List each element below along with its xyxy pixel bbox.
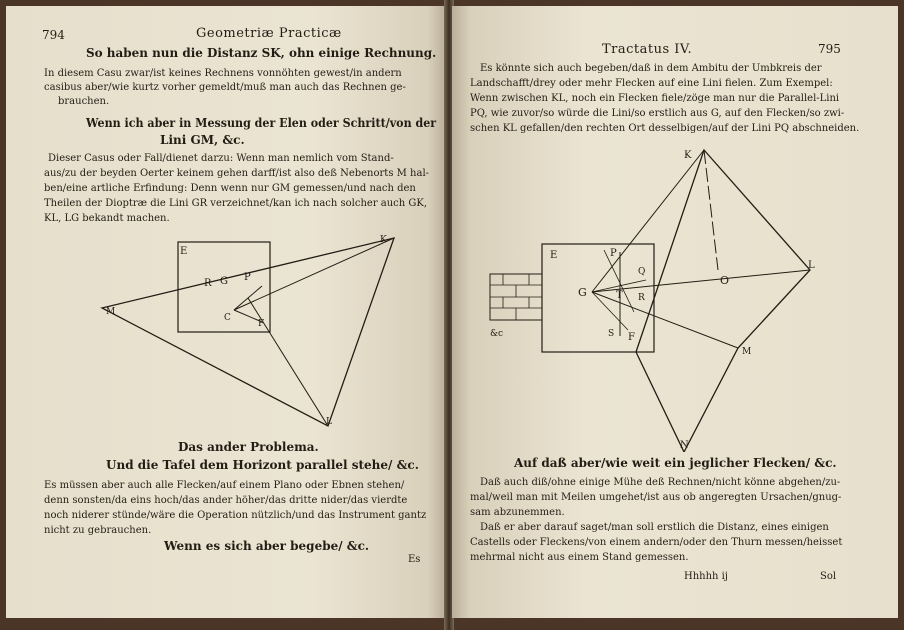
left-heading-4: Und die Tafel dem Horizont parallel stehe/ &c. (106, 458, 419, 472)
right-figure-label-f: F (628, 332, 635, 343)
left-para3-line-3: noch niderer stünde/wäre die Operation nützlich/und das Instrument gantz (44, 510, 427, 521)
left-para3-line-1: Es müssen aber auch alle Flecken/auf einem Plano oder Ebnen stehen/ (44, 480, 405, 491)
left-para3-line-4: nicht zu gebrauchen. (44, 525, 152, 536)
left-para2-line-2: aus/zu der beyden Oerter keinem gehen darff/ist also deß Nebenorts M hal- (44, 168, 430, 179)
right-figure-label-etc: &c (490, 329, 504, 339)
left-para3-line-2: denn sonsten/da eins hoch/das ander höher/das dritte nider/das vierdte (44, 495, 408, 506)
right-heading-1: Auf daß aber/wie weit ein jeglicher Flecken/ &c. (514, 456, 837, 470)
left-para1-line-1: In diesem Casu zwar/ist keines Rechnens vonnöhten gewest/in andern (44, 68, 402, 79)
left-para1-line-2: casibus aber/wie kurtz vorher gemeldt/muß man auch das Rechnen ge- (44, 82, 406, 93)
left-page (6, 6, 446, 618)
left-figure-label-c: C (224, 313, 231, 323)
right-para2-line-4: Daß er aber darauf saget/man soll erstlich die Distanz, eines einigen (480, 522, 829, 533)
right-figure-wall (490, 274, 542, 320)
left-heading-2a: Wenn ich aber in Messung der Elen oder Schritt/von der (86, 116, 437, 130)
right-running-head: Tractatus IV. (602, 42, 693, 57)
right-figure-label-r: R (638, 293, 645, 303)
right-figure-line-kg (592, 150, 704, 292)
right-figure-line-gm (592, 292, 738, 348)
right-para1-line-3: Wenn zwischen KL, noch ein Flecken fiele/zöge man nur die Parallel-Lini (470, 93, 840, 104)
right-para1-line-2: Landschafft/drey oder mehr Flecken auf eine Lini fielen. Zum Exempel: (470, 78, 833, 89)
left-figure-line-kg (234, 238, 394, 310)
right-page (452, 6, 898, 618)
left-para2-line-5: KL, LG bekandt machen. (44, 213, 170, 224)
right-figure-label-s: S (608, 329, 615, 339)
right-para1-line-5: schen KL gefallen/den rechten Ort desselbigen/auf der Lini PQ abschneiden. (470, 123, 860, 134)
right-para2-line-1: Daß auch diß/ohne einige Mühe deß Rechnen/nicht könne abgehen/zu- (480, 477, 841, 488)
left-catchword: Es (408, 554, 421, 565)
right-figure-line-ko (704, 150, 718, 270)
left-figure-label-r: R (204, 278, 212, 289)
left-para2-line-1: Dieser Casus oder Fall/dienet darzu: Wenn man nemlich vom Stand- (48, 153, 394, 164)
right-para2-line-5: Castells oder Fleckens/von einem andern/oder den Thurn messen/heisset (470, 537, 843, 548)
right-para1-line-1: Es könnte sich auch begeben/daß in dem Ambitu der Umbkreis der (480, 63, 822, 74)
right-figure-label-l: L (808, 260, 815, 271)
right-figure-label-q: Q (638, 267, 646, 277)
right-para2-line-6: mehrmal nicht aus einem Stand gemessen. (470, 552, 689, 563)
left-page-number: 794 (42, 28, 65, 42)
left-geometric-figure (86, 230, 406, 440)
left-heading-5: Wenn es sich aber begebe/ &c. (164, 539, 370, 553)
left-para2-line-4: Theilen der Dioptræ die Lini GR verzeichnet/kan ich nach solcher auch GK, (44, 198, 428, 209)
left-running-head: Geometriæ Practicæ (196, 26, 342, 41)
left-figure-line-gl (248, 298, 328, 426)
right-figure-line-gl (592, 270, 810, 292)
right-figure-label-o: O (720, 274, 730, 287)
right-figure-label-m: M (742, 347, 752, 357)
left-figure-label-k: K (380, 235, 387, 245)
left-figure-label-l: L (326, 417, 332, 427)
left-figure-label-f: F (258, 319, 265, 329)
left-figure-label-p: P (244, 272, 251, 283)
left-para2-line-3: ben/eine artliche Erfindung: Denn wenn nur GM gemessen/und nach den (44, 183, 416, 194)
right-para1-line-4: PQ, wie zuvor/so würde die Lini/so erstlich aus G, auf den Flecken/so zwi- (470, 108, 845, 119)
right-figure-label-p: P (610, 248, 617, 259)
right-page-number: 795 (818, 42, 841, 56)
right-figure-label-k: K (684, 150, 692, 161)
left-figure-label-m: M (106, 307, 116, 317)
right-figure-label-n: N (680, 440, 689, 451)
right-figure-label-e: E (550, 250, 558, 261)
right-para2-line-2: mal/weil man mit Meilen umgehet/ist aus ob angeregten Ursachen/gnug- (470, 492, 842, 503)
right-figure-polygon (636, 150, 810, 452)
right-geometric-figure (486, 140, 876, 452)
right-catchword: Sol (820, 571, 837, 582)
right-para2-line-3: sam abzunemmen. (470, 507, 565, 518)
right-figure-label-g: G (578, 286, 587, 299)
left-figure-label-g: G (220, 276, 228, 287)
left-heading-2b: Lini GM, &c. (160, 133, 245, 147)
left-heading-3: Das ander Problema. (178, 440, 319, 454)
left-para1-line-3: brauchen. (58, 96, 110, 107)
right-signature-mark: Hhhhh ij (684, 571, 728, 582)
right-figure-label-t: T (616, 290, 623, 301)
left-heading-1: So haben nun die Distanz SK, ohn einige Rechnung. (86, 46, 437, 60)
left-figure-label-e: E (180, 246, 188, 257)
